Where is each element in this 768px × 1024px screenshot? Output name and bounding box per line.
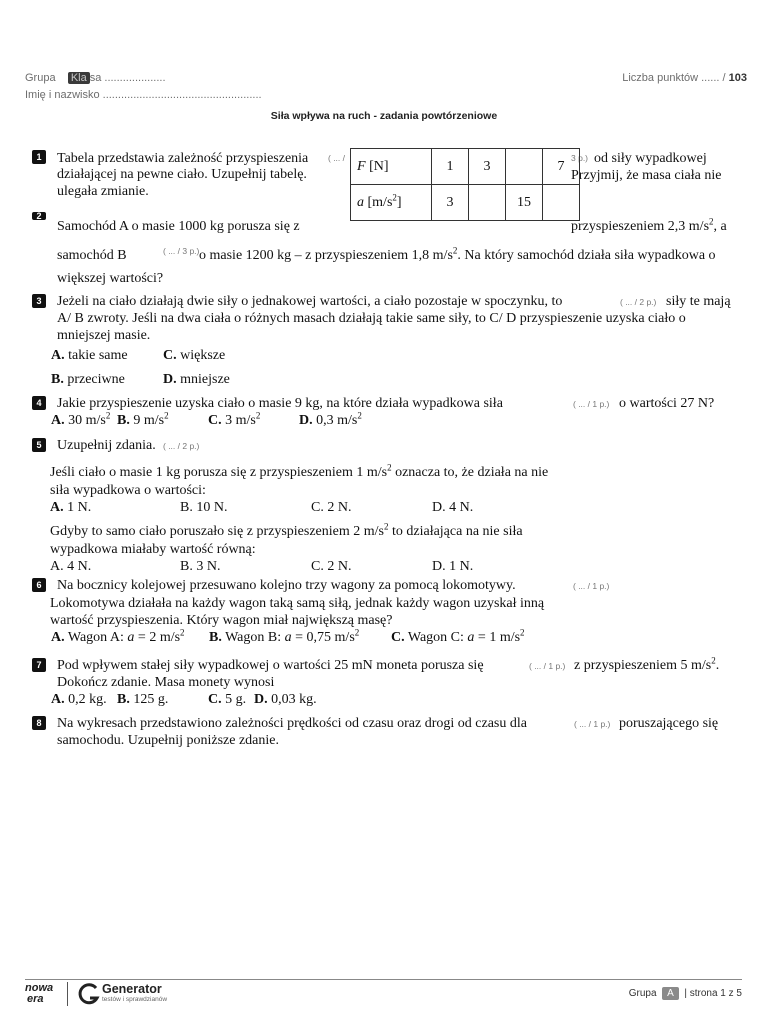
q1-points-a: ( ... /	[328, 153, 345, 163]
q6-option-c[interactable]: C. Wagon C: a = 1 $m/s^2$	[391, 627, 525, 645]
table-row	[351, 185, 580, 221]
table-cell[interactable]: 15	[506, 185, 543, 221]
q5-s2-option-d[interactable]: D. 1 N.	[432, 559, 474, 574]
footer-divider	[25, 979, 742, 980]
q1-text-line1b: od siły wypadkowej	[594, 151, 707, 166]
q5-s2-line1: Gdyby to samo ciało poruszało się z przyspieszeniem 2 $m/s^2$ to działająca na nie siła	[50, 521, 523, 539]
points-total: 103	[728, 72, 747, 84]
footer-group-label: Grupa	[628, 988, 657, 999]
question-number: 6	[32, 578, 46, 592]
q1-text-line2b: Przyjmij, że masa ciała nie	[571, 168, 722, 183]
q2-text-line2a: samochód B	[57, 248, 127, 263]
q5-s2-option-b[interactable]: B. 3 N.	[180, 559, 221, 574]
footer-group-badge: A	[662, 987, 679, 1000]
q3-text-line3: mniejszej masie.	[57, 328, 151, 343]
q4-text-line1b: o wartości 27 N?	[619, 396, 715, 411]
q7-text-line2: Dokończ zdanie. Masa monety wynosi	[57, 675, 275, 690]
q4-text-line1a: Jakie przyspieszenie uzyska ciało o masie 9 kg, na które działa wypadkowa siła	[57, 396, 503, 411]
q7-text-line1b: z przyspieszeniem 5 $m/s^2$.	[574, 655, 720, 673]
q5-s1-option-d[interactable]: D. 4 N.	[432, 500, 474, 515]
table-cell[interactable]	[543, 185, 580, 221]
q3-points: ( ... / 2 p.)	[620, 297, 657, 307]
table-cell[interactable]: 3	[432, 185, 469, 221]
class-field: sa ....................	[89, 72, 166, 84]
q6-text-line1: Na bocznicy kolejowej przesuwano kolejno trzy wagony za pomocą lokomotywy.	[57, 578, 516, 593]
table-cell[interactable]: 3	[469, 149, 506, 185]
q3-text-line1b: siły te mają	[666, 294, 731, 309]
q6-text-line3: wartość przyspieszenia. Który wagon miał największą masę?	[50, 613, 393, 628]
group-class-line	[25, 72, 166, 84]
q2-text-line1a: Samochód A o masie 1000 kg porusza się z	[57, 219, 300, 234]
q5-s1-line1: Jeśli ciało o masie 1 kg porusza się z przyspieszeniem 1 $m/s^2$ oznacza to, że działa na nie	[50, 462, 549, 480]
row-label-acceleration: a $[m/s^2]$	[351, 185, 432, 221]
q1-text-line3: ulegała zmianie.	[57, 184, 149, 199]
question-number: 7	[32, 658, 46, 672]
q2-text-line3: większej wartości?	[57, 271, 164, 286]
force-acceleration-table	[350, 148, 580, 221]
class-badge: Kla	[68, 72, 90, 84]
q3-text-line2: A/ B zwroty. Jeśli na dwa ciała o różnych masach działają takie same siły, to C/ D przyspieszenie uzyska ciało o	[57, 311, 686, 326]
table-cell[interactable]: 1	[432, 149, 469, 185]
q7-option-b[interactable]: B. 125 g.	[117, 692, 169, 707]
q5-points: ( ... / 2 p.)	[163, 441, 200, 451]
q2-text-line1b: przyspieszeniem 2,3 $m/s^2$, a	[571, 216, 727, 234]
table-cell[interactable]	[506, 149, 543, 185]
q6-points: ( ... / 1 p.)	[573, 581, 610, 591]
group-label: Grupa	[25, 72, 56, 84]
q6-option-b[interactable]: B. Wagon B: a = 0,75 $m/s^2$	[209, 627, 360, 645]
q5-text-line1: Uzupełnij zdania.	[57, 438, 156, 453]
q6-text-line2: Lokomotywa działała na każdy wagon taką samą siłą, jednak każdy wagon uzyskał inną	[50, 596, 545, 611]
question-number: 4	[32, 396, 46, 410]
q4-points: ( ... / 1 p.)	[573, 399, 610, 409]
q3-option-c[interactable]: C. większe	[163, 348, 226, 363]
q4-option-d[interactable]: D. 0,3 $m/s^2$	[299, 410, 362, 428]
q5-s2-option-a[interactable]: A. 4 N.	[50, 559, 92, 574]
question-number: 8	[32, 716, 46, 730]
question-number: 3	[32, 294, 46, 308]
q8-text-line1a: Na wykresach przedstawiono zależności prędkości od czasu oraz drogi od czasu dla	[57, 716, 527, 731]
logo-divider	[67, 982, 68, 1006]
points-line	[622, 72, 747, 84]
q3-option-a[interactable]: A. takie same	[51, 348, 128, 363]
table-cell[interactable]	[469, 185, 506, 221]
nowa-era-logo: nowa era	[25, 982, 54, 1005]
q1-text-line1a: Tabela przedstawia zależność przyspieszenia	[57, 151, 309, 166]
q3-option-d[interactable]: D. mniejsze	[163, 372, 230, 387]
q8-points: ( ... / 1 p.)	[574, 719, 611, 729]
q4-option-c[interactable]: C. 3 $m/s^2$	[208, 410, 261, 428]
q8-text-line2: samochodu. Uzupełnij poniższe zdanie.	[57, 733, 279, 748]
page-footer-info	[629, 987, 742, 1000]
generator-logo-icon	[77, 982, 101, 1011]
q1-points-b: 3 p.)	[571, 153, 589, 163]
q7-text-line1a: Pod wpływem stałej siły wypadkowej o wartości 25 mN moneta porusza się	[57, 658, 484, 673]
table-cell[interactable]: 7	[543, 149, 580, 185]
q8-text-line1b: poruszającego się	[619, 716, 719, 731]
name-line: Imię i nazwisko ....................................................	[25, 89, 262, 101]
q1-text-line2a: działającej na pewne ciało. Uzupełnij tabelę.	[57, 167, 307, 182]
points-label: Liczba punktów ...... /	[622, 72, 726, 84]
q4-option-b[interactable]: B. 9 $m/s^2$	[117, 410, 169, 428]
q5-s2-option-c[interactable]: C. 2 N.	[311, 559, 352, 574]
q6-option-a[interactable]: A. Wagon A: a = 2 $m/s^2$	[51, 627, 185, 645]
q3-option-b[interactable]: B. przeciwne	[51, 372, 125, 387]
q2-points: ( ... / 3 p.)	[163, 246, 200, 256]
q5-s2-line2: wypadkowa miałaby wartość równą:	[50, 542, 256, 557]
page-title: Siła wpływa na ruch - zadania powtórzeniowe	[270, 110, 498, 122]
question-number: 1	[32, 150, 46, 164]
q5-s1-option-a[interactable]: A. 1 N.	[50, 500, 92, 515]
q7-option-a[interactable]: A. 0,2 kg.	[51, 692, 107, 707]
question-number: 5	[32, 438, 46, 452]
q7-option-c[interactable]: C. 5 g.	[208, 692, 247, 707]
q7-points: ( ... / 1 p.)	[529, 661, 566, 671]
table-row	[351, 149, 580, 185]
q2-text-line2b: o masie 1200 kg – z przyspieszeniem 1,8 $m/s^2$. Na który samochód działa siła wypadkowa o	[199, 245, 716, 263]
generator-logo-text: Generator testów i sprawdzianów	[102, 982, 168, 1003]
q5-s1-option-b[interactable]: B. 10 N.	[180, 500, 228, 515]
q5-s1-option-c[interactable]: C. 2 N.	[311, 500, 352, 515]
question-number: 2	[32, 212, 46, 220]
row-label-force: F [N]	[351, 149, 432, 185]
q5-s1-line2: siła wypadkowa o wartości:	[50, 483, 206, 498]
q4-option-a[interactable]: A. 30 $m/s^2$	[51, 410, 111, 428]
page-indicator: | strona 1 z 5	[684, 988, 742, 999]
q3-text-line1a: Jeżeli na ciało działają dwie siły o jednakowej wartości, a ciało pozostaje w spoczynku, to	[57, 294, 563, 309]
q7-option-d[interactable]: D. 0,03 kg.	[254, 692, 317, 707]
